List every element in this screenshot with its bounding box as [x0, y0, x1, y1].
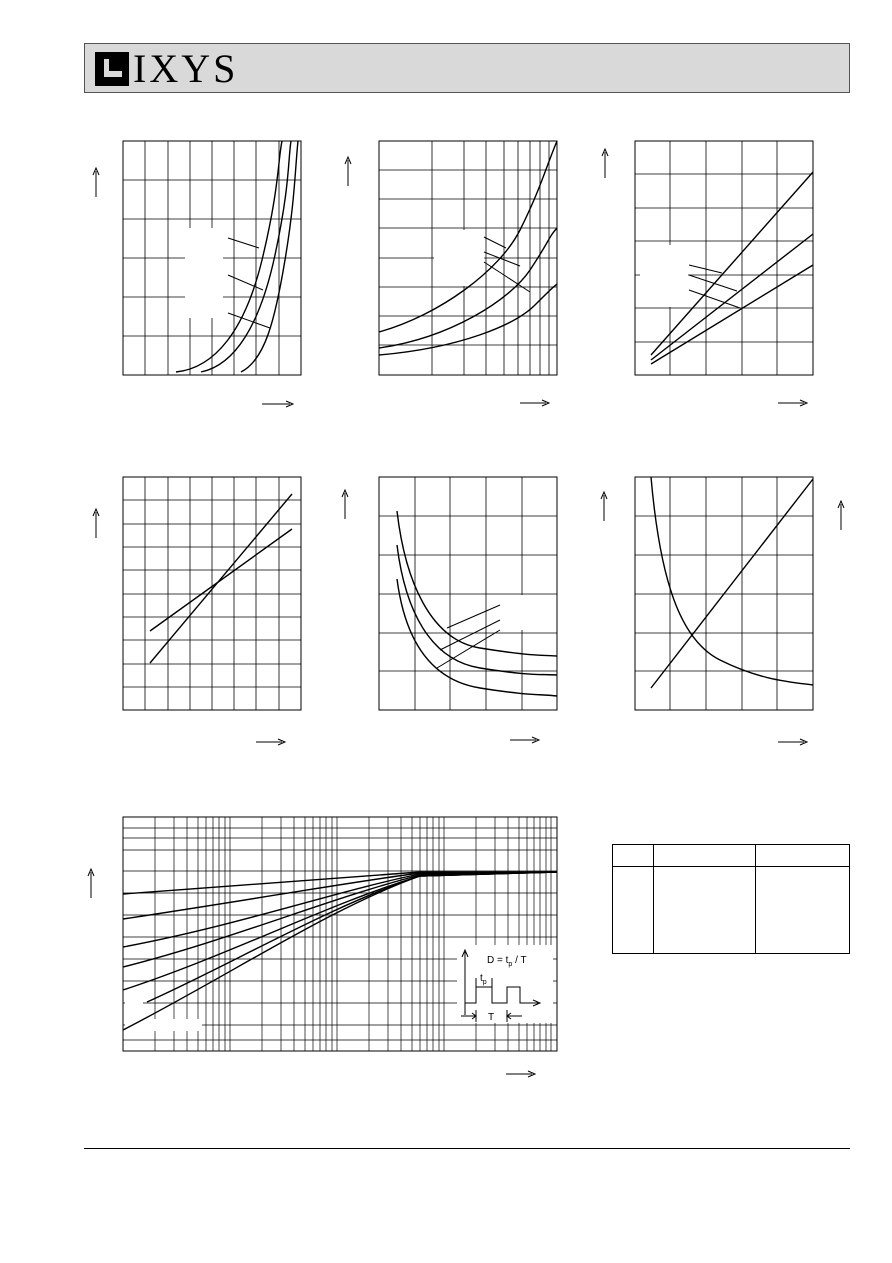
- period-label: T: [488, 1012, 495, 1023]
- footer-rule: [84, 1148, 850, 1149]
- graph-2: [345, 141, 557, 406]
- table-column-divider: [755, 845, 756, 953]
- duty-cycle-formula: $D = t_p / T$: [487, 955, 527, 968]
- brand-name: IXYS: [133, 46, 239, 91]
- table-header-row: [613, 845, 849, 867]
- graph-4: [93, 477, 301, 745]
- table-column-divider: [653, 845, 654, 953]
- data-table: [612, 844, 850, 954]
- graph-7: [88, 817, 557, 1077]
- pulse-width-label: $t_p$: [480, 973, 487, 986]
- graph-5: [342, 477, 557, 743]
- graph-1: [93, 141, 301, 407]
- graph-3: [602, 141, 813, 406]
- graph-6: [601, 477, 844, 745]
